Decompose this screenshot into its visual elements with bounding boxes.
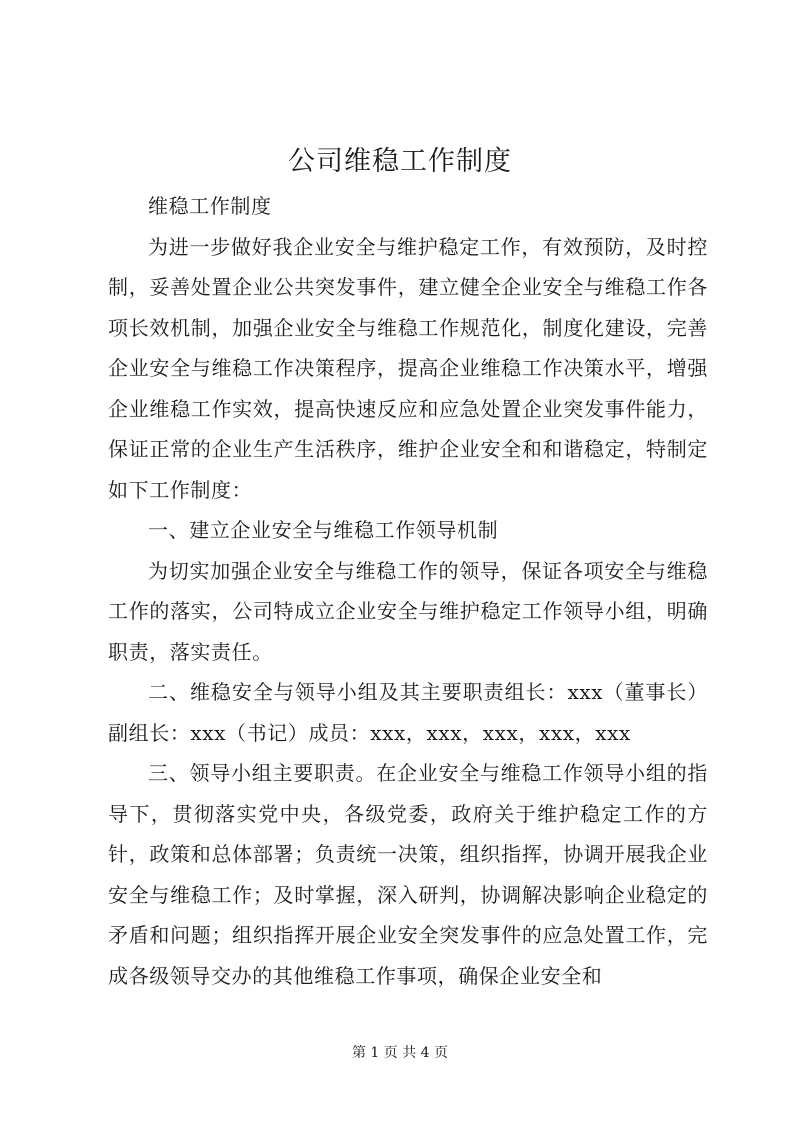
paragraph-section-3: 三、领导小组主要职责。在企业安全与维稳工作领导小组的指导下，贯彻落实党中央，各级党委，政府关于维护稳定工作的方针，政策和总体部署；负责统一决策，组织指挥，协调开展我企业安全与维稳工作；及时掌握，深入研判，协调解决影响企业稳定的矛盾和问题；组织指挥开展企业安全突发事件的应急处置工作，完成各级领导交办的其他维稳工作事项，确保企业安全和 — [108, 761, 708, 988]
document-title: 公司维稳工作制度 — [288, 146, 512, 177]
section-heading-1: 一、建立企业安全与维稳工作领导机制 — [148, 518, 499, 542]
paragraph-section-1: 为切实加强企业安全与维稳工作的领导，保证各项安全与维稳工作的落实，公司特成立企业安全与维护稳定工作领导小组，明确职责，落实责任。 — [108, 558, 708, 664]
paragraph-intro: 为进一步做好我企业安全与维护稳定工作，有效预防，及时控制，妥善处置企业公共突发事件，建立健全企业安全与维稳工作各项长效机制，加强企业安全与维稳工作规范化，制度化建设，完善企业安全与维稳工作决策程序，提高企业维稳工作决策水平，增强企业维稳工作实效，提高快速反应和应急处置企业突发事件能力，保证正常的企业生产生活秩序，维护企业安全和和谐稳定，特制定如下工作制度： — [108, 234, 708, 502]
paragraph-section-2: 二、维稳安全与领导小组及其主要职责组长：xxx（董事长）副组长：xxx（书记）成员：xxx，xxx，xxx，xxx，xxx — [108, 680, 708, 745]
document-body — [108, 186, 708, 996]
paragraph-subtitle: 维稳工作制度 — [148, 194, 272, 218]
page-footer: 第 1 页 共 4 页 — [351, 1045, 449, 1061]
